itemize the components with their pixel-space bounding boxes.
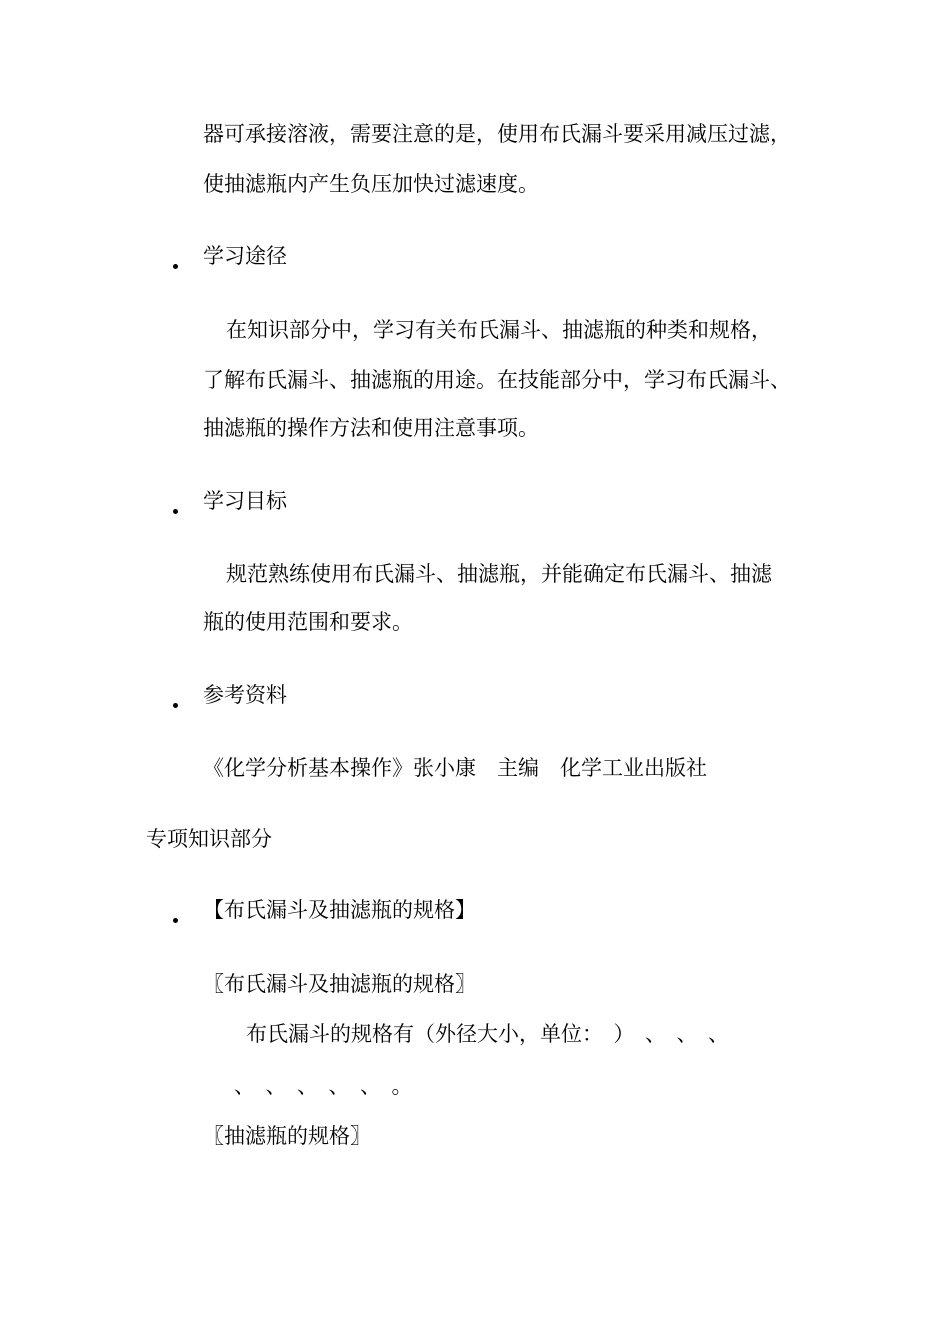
funnel-spec-line-1: 布氏漏斗的规格有（外径大小，单位： ） 、 、 、 [246, 1022, 729, 1046]
path-line-1: 在知识部分中，学习有关布氏漏斗、抽滤瓶的种类和规格， [226, 318, 772, 342]
path-line-3: 抽滤瓶的操作方法和使用注意事项。 [203, 416, 539, 440]
bullet-icon [173, 509, 178, 514]
funnel-spec-line-2: 、 、 、 、 、 。 [234, 1074, 413, 1098]
intro-line-2: 使抽滤瓶内产生负压加快过滤速度。 [203, 172, 539, 196]
section-heading-path: 学习途径 [203, 244, 287, 268]
section-heading-reference: 参考资料 [203, 683, 287, 707]
goal-line-2: 瓶的使用范围和要求。 [203, 610, 413, 634]
reference-line-1: 《化学分析基本操作》张小康 主编 化学工业出版社 [203, 756, 707, 780]
knowledge-title: 专项知识部分 [146, 827, 272, 851]
bullet-icon [173, 703, 178, 708]
funnel-subheading: 〖布氏漏斗及抽滤瓶的规格〗 [203, 972, 476, 996]
spec-heading: 【布氏漏斗及抽滤瓶的规格】 [203, 898, 476, 922]
flask-subheading: 〖抽滤瓶的规格〗 [203, 1124, 371, 1148]
goal-line-1: 规范熟练使用布氏漏斗、抽滤瓶，并能确定布氏漏斗、抽滤 [226, 562, 772, 586]
section-heading-goal: 学习目标 [203, 489, 287, 513]
bullet-icon [173, 918, 178, 923]
bullet-icon [173, 264, 178, 269]
path-line-2: 了解布氏漏斗、抽滤瓶的用途。在技能部分中，学习布氏漏斗、 [203, 368, 791, 392]
intro-line-1: 器可承接溶液，需要注意的是，使用布氏漏斗要采用减压过滤， [203, 122, 791, 146]
